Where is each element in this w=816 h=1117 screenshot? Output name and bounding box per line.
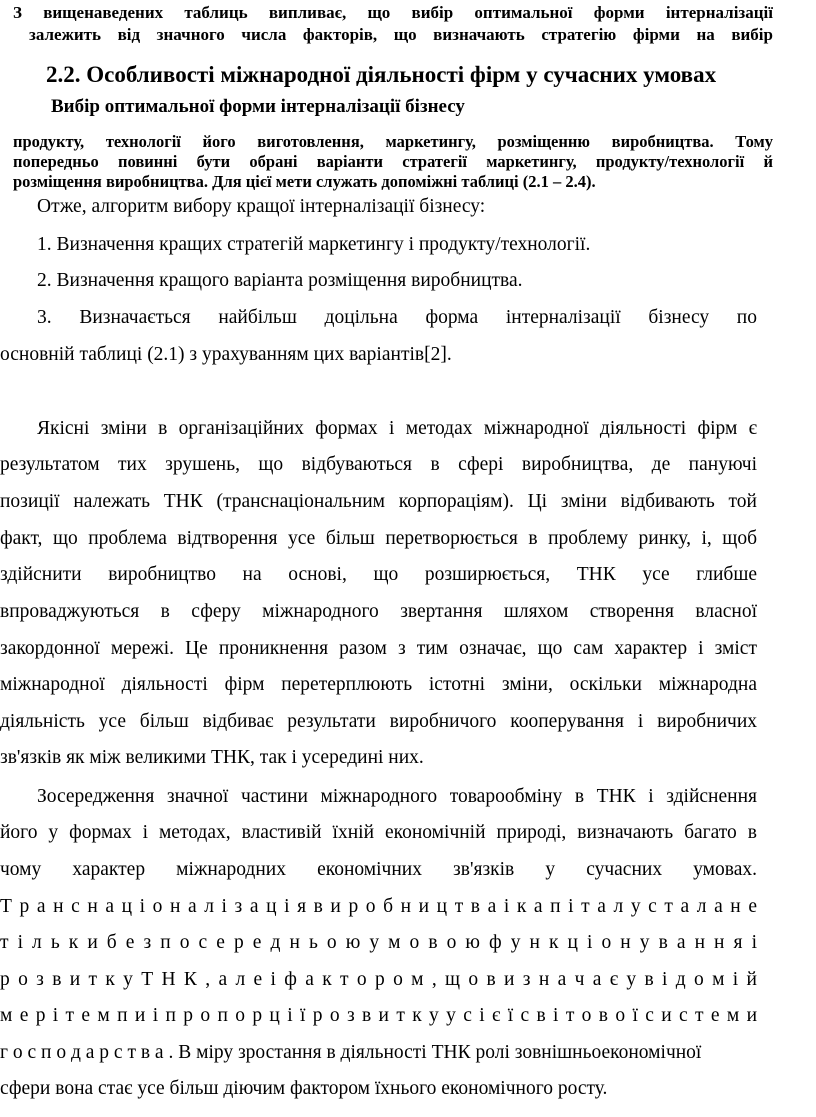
section-heading: 2.2. Особливості міжнародної діяльності фірм у сучасних умовах [46,62,717,87]
paragraph-2-line-3: чому характер міжнародних економічних зв'язків у сучасних умовах. [0,859,757,880]
paragraph-2-line-7: м е р і т е м п и і п р о п о р ц і ї р о з в и т к у у с і є ї с в і т о в о ї с и с т е м и [0,1005,757,1026]
intro-line-2: залежить від значного числа факторів, що визначають стратегію фірми на вибір [29,25,773,44]
paragraph-1-line-2: результатом тих зрушень, що відбуваються в сфері виробництва, де пануючі [0,454,757,475]
paragraph-1-line-9: діяльність усе більш відбиває результати виробничого кооперування і виробничих [0,711,757,732]
paragraph-1-line-3: позиції належать ТНК (транснаціональним корпораціям). Ці зміни відбивають той [0,491,757,512]
paragraph-1-line-5: здійснити виробництво на основі, що розширюється, ТНК усе глибше [0,564,757,585]
paragraph-2-spaced-word: г о с п о д а р с т в а . [0,1042,174,1063]
paragraph-1-line-6: впроваджуються в сферу міжнародного звертання шляхом створення власної [0,601,757,622]
paragraph-2-line-9: сфери вона стає усе більш діючим фактором їхнього економічного росту. [0,1078,608,1099]
paragraph-2-line-8-rest: В міру зростання в діяльності ТНК ролі зовнішньоекономічної [178,1042,702,1063]
bold-block-line-3: розміщення виробництва. Для цієї мети служать допоміжні таблиці (2.1 – 2.4). [13,172,596,191]
paragraph-1-line-4: факт, що проблема відтворення усе більш перетворюється в проблему ринку, і, щоб [0,528,757,549]
paragraph-2-line-8 [0,1040,757,1066]
paragraph-1-line-8: міжнародної діяльності фірм перетерплюють істотні зміни, оскільки міжнародна [0,674,757,695]
algorithm-step-2: 2. Визначення кращого варіанта розміщення виробництва. [37,270,523,291]
paragraph-2-line-2: його у формах і методах, властивій їхній економічній природі, визначають багато в [0,822,757,843]
paragraph-1-line-1: Якісні зміни в організаційних формах і методах міжнародної діяльності фірм є [37,418,757,439]
paragraph-1-line-7: закордонної мережі. Це проникнення разом з тим означає, що сам характер і зміст [0,638,757,659]
paragraph-2-line-4: Т р а н с н а ц і о н а л і з а ц і я в и р о б н и ц т в а і к а п і т а л у с т а л а н е [0,896,757,917]
algorithm-step-3-line-1: 3. Визначається найбільш доцільна форма інтерналізації бізнесу по [37,307,757,328]
section-subheading: Вибір оптимальної форми інтерналізації бізнесу [51,96,465,117]
algorithm-step-1: 1. Визначення кращих стратегій маркетингу і продукту/технології. [37,234,591,255]
paragraph-1-line-10: зв'язків як між великими ТНК, так і усередині них. [0,747,424,768]
intro-line-1: З вищенаведених таблиць випливає, що вибір оптимальної форми інтерналізації [13,3,773,22]
paragraph-2-line-5: т і л ь к и б е з п о с е р е д н ь о ю у м о в о ю ф у н к ц і о н у в а н н я і [0,932,757,953]
algorithm-intro: Отже, алгоритм вибору кращої інтерналізації бізнесу: [37,196,486,217]
paragraph-2-line-1: Зосередження значної частини міжнародного товарообміну в ТНК і здійснення [37,786,757,807]
paragraph-2-line-6: р о з в и т к у Т Н К , а л е і ф а к т о р о м , щ о в и з н а ч а є у в і д о м і й [0,969,757,990]
bold-block-line-2: попередньо повинні бути обрані варіанти стратегії маркетингу, продукту/технології й [13,152,773,171]
bold-block-line-1: продукту, технології його виготовлення, маркетингу, розміщенню виробництва. Тому [13,132,773,151]
algorithm-step-3-line-2: основній таблиці (2.1) з урахуванням цих варіантів[2]. [0,344,452,365]
